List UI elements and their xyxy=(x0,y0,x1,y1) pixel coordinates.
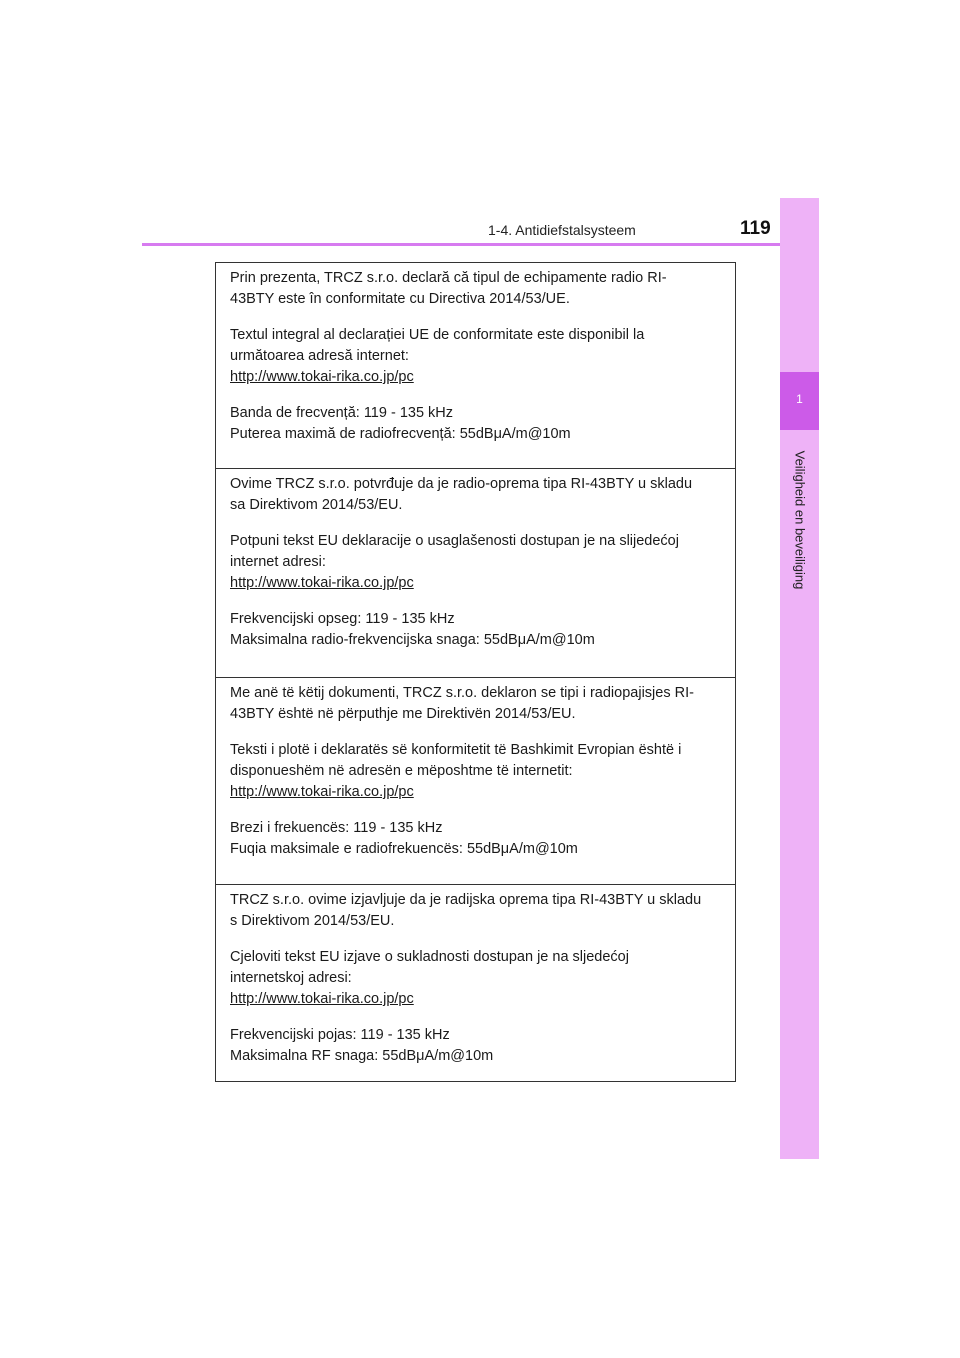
declaration-url-link[interactable]: http://www.tokai-rika.co.jp/pc xyxy=(230,575,414,591)
declaration-section-romanian xyxy=(216,263,735,468)
declaration-statement: Me anë të këtij dokumenti, TRCZ s.r.o. deklaron se tipi i radiopajisjes RI-43BTY është në përputhje me Direktivën 2014/53/EU. xyxy=(230,685,694,722)
max-rf-power: Fuqia maksimale e radiofrekuencës: 55dBμA/m@10m xyxy=(230,841,578,857)
max-rf-power: Maksimalna RF snaga: 55dBμA/m@10m xyxy=(230,1048,494,1064)
declaration-full-text-note: Potpuni tekst EU deklaracije o usaglašenosti dostupan je na slijedećoj internet adresi: xyxy=(230,533,679,570)
page-number: 119 xyxy=(740,218,771,239)
chapter-side-strip xyxy=(780,198,819,1159)
declaration-full-text-note: Teksti i plotë i deklaratës së konformitetit të Bashkimit Evropian është i disponueshëm në adresën e mëposhtme të internetit: xyxy=(230,742,682,779)
frequency-band: Banda de frecvență: 119 - 135 kHz xyxy=(230,405,454,421)
declaration-url-link[interactable]: http://www.tokai-rika.co.jp/pc xyxy=(230,991,414,1007)
chapter-label: Veiligheid en beveiliging xyxy=(792,450,808,590)
frequency-band: Brezi i frekuencës: 119 - 135 kHz xyxy=(230,820,443,836)
declaration-url-link[interactable]: http://www.tokai-rika.co.jp/pc xyxy=(230,369,414,385)
declaration-statement: Prin prezenta, TRCZ s.r.o. declară că tipul de echipamente radio RI-43BTY este în conformitate cu Directiva 2014/53/UE. xyxy=(230,270,667,307)
declaration-section-croatian xyxy=(216,884,735,1081)
declaration-full-text-note: Cjeloviti tekst EU izjave o sukladnosti dostupan je na sljedećoj internetskoj adresi: xyxy=(230,949,629,986)
chapter-number: 1 xyxy=(796,392,803,406)
frequency-band: Frekvencijski pojas: 119 - 135 kHz xyxy=(230,1027,450,1043)
max-rf-power: Puterea maximă de radiofrecvență: 55dBμA/m@10m xyxy=(230,426,571,442)
declaration-box xyxy=(215,262,736,1082)
chapter-tab xyxy=(780,372,819,430)
declaration-full-text-note: Textul integral al declarației UE de conformitate este disponibil la următoarea adresă internet: xyxy=(230,327,645,364)
section-header-title: 1-4. Antidiefstalsysteem xyxy=(488,222,636,238)
header-divider xyxy=(142,243,818,246)
frequency-band: Frekvencijski opseg: 119 - 135 kHz xyxy=(230,611,455,627)
declaration-statement: TRCZ s.r.o. ovime izjavljuje da je radijska oprema tipa RI-43BTY u skladu s Direktivom 2014/53/EU. xyxy=(230,892,702,929)
declaration-url-link[interactable]: http://www.tokai-rika.co.jp/pc xyxy=(230,784,414,800)
declaration-section-bosnian xyxy=(216,468,735,677)
max-rf-power: Maksimalna radio-frekvencijska snaga: 55dBμA/m@10m xyxy=(230,632,595,648)
declaration-statement: Ovime TRCZ s.r.o. potvrđuje da je radio-oprema tipa RI-43BTY u skladu sa Direktivom 2014/53/EU. xyxy=(230,476,693,513)
declaration-section-albanian xyxy=(216,677,735,884)
